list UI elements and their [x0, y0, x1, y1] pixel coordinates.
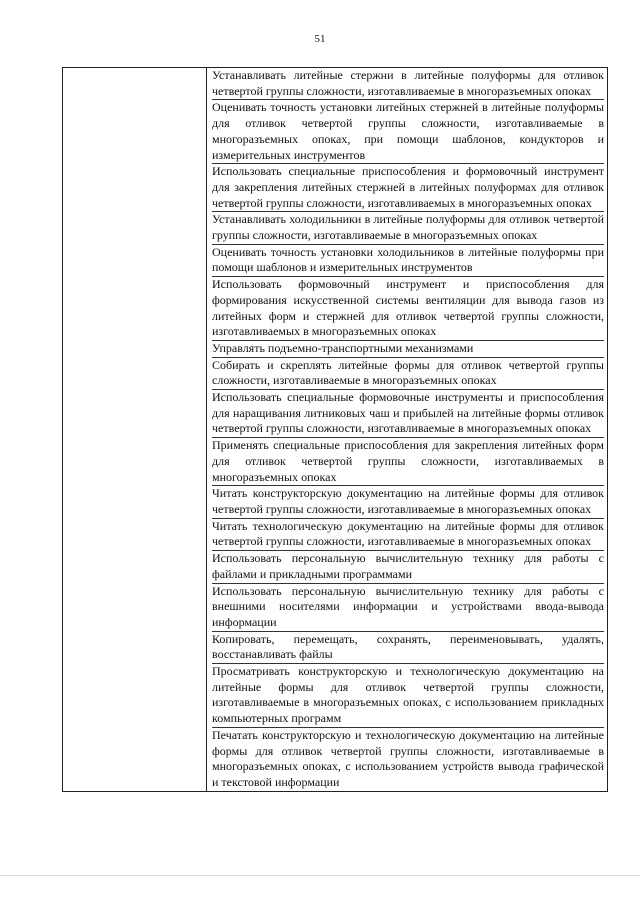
skill-item: Читать конструкторскую документацию на литейные формы для отливок четвертой группы сложности, изготавливаемые в многоразъемных опоках [212, 486, 604, 518]
skill-item: Копировать, перемещать, сохранять, переименовывать, удалять, восстанавливать файлы [212, 632, 604, 664]
row-header-cell [63, 68, 207, 792]
skills-table [62, 67, 608, 792]
skill-item: Читать технологическую документацию на литейные формы для отливок четвертой группы сложности, изготавливаемые в многоразъемных опоках [212, 519, 604, 551]
skill-item: Использовать формовочный инструмент и приспособления для формирования искусственной системы вентиляции для вывода газов из литейных форм и стержней для отливок четвертой группы сложности, изготавливаемых в многоразъемных опоках [212, 277, 604, 341]
skill-item: Использовать персональную вычислительную технику для работы с файлами и прикладными программами [212, 551, 604, 583]
table-row [63, 68, 608, 792]
skill-item: Печатать конструкторскую и технологическую документацию на литейные формы для отливок четвертой группы сложности, изготавливаемые в многоразъемных опоках, с использованием устройств вывода графической и текстовой информации [212, 727, 604, 789]
skill-item: Управлять подъемно-транспортными механизмами [212, 341, 604, 358]
skills-cell [207, 68, 608, 792]
skill-item: Оценивать точность установки литейных стержней в литейные полуформы для отливок четвертой группы сложности, изготавливаемые в многоразъемных опоках, при помощи шаблонов, кондукторов и измерительных инструментов [212, 100, 604, 164]
skill-item: Просматривать конструкторскую и технологическую документацию на литейные формы для отливок четвертой группы сложности, изготавливаемые в многоразъемных опоках, с использованием прикладных компьютерных программ [212, 664, 604, 728]
skill-item: Оценивать точность установки холодильников в литейные полуформы при помощи шаблонов и измерительных инструментов [212, 245, 604, 277]
skill-item: Собирать и скреплять литейные формы для отливок четвертой группы сложности, изготавливаемые в многоразъемных опоках [212, 358, 604, 390]
skill-item: Устанавливать холодильники в литейные полуформы для отливок четвертой группы сложности, изготавливаемые в многоразъемных опоках [212, 212, 604, 244]
page-bottom-divider [0, 875, 640, 876]
skill-item: Устанавливать литейные стержни в литейные полуформы для отливок четвертой группы сложности, изготавливаемые в многоразъемных опоках [212, 68, 604, 100]
skill-item: Применять специальные приспособления для закрепления литейных форм для отливок четвертой группы сложности, изготавливаемых в многоразъемных опоках [212, 438, 604, 486]
skill-item: Использовать специальные приспособления и формовочный инструмент для закрепления литейных стержней в литейных полуформах для отливок четвертой группы сложности, изготавливаемых в многоразъемных опоках [212, 164, 604, 212]
skill-item: Использовать персональную вычислительную технику для работы с внешними носителями информации и устройствами ввода-вывода информации [212, 584, 604, 632]
page-number: 51 [314, 33, 326, 45]
skill-item: Использовать специальные формовочные инструменты и приспособления для наращивания литниковых чаш и прибылей на литейные формы отливок четвертой группы сложности, изготавливаемые в многоразъемных опоках [212, 390, 604, 438]
